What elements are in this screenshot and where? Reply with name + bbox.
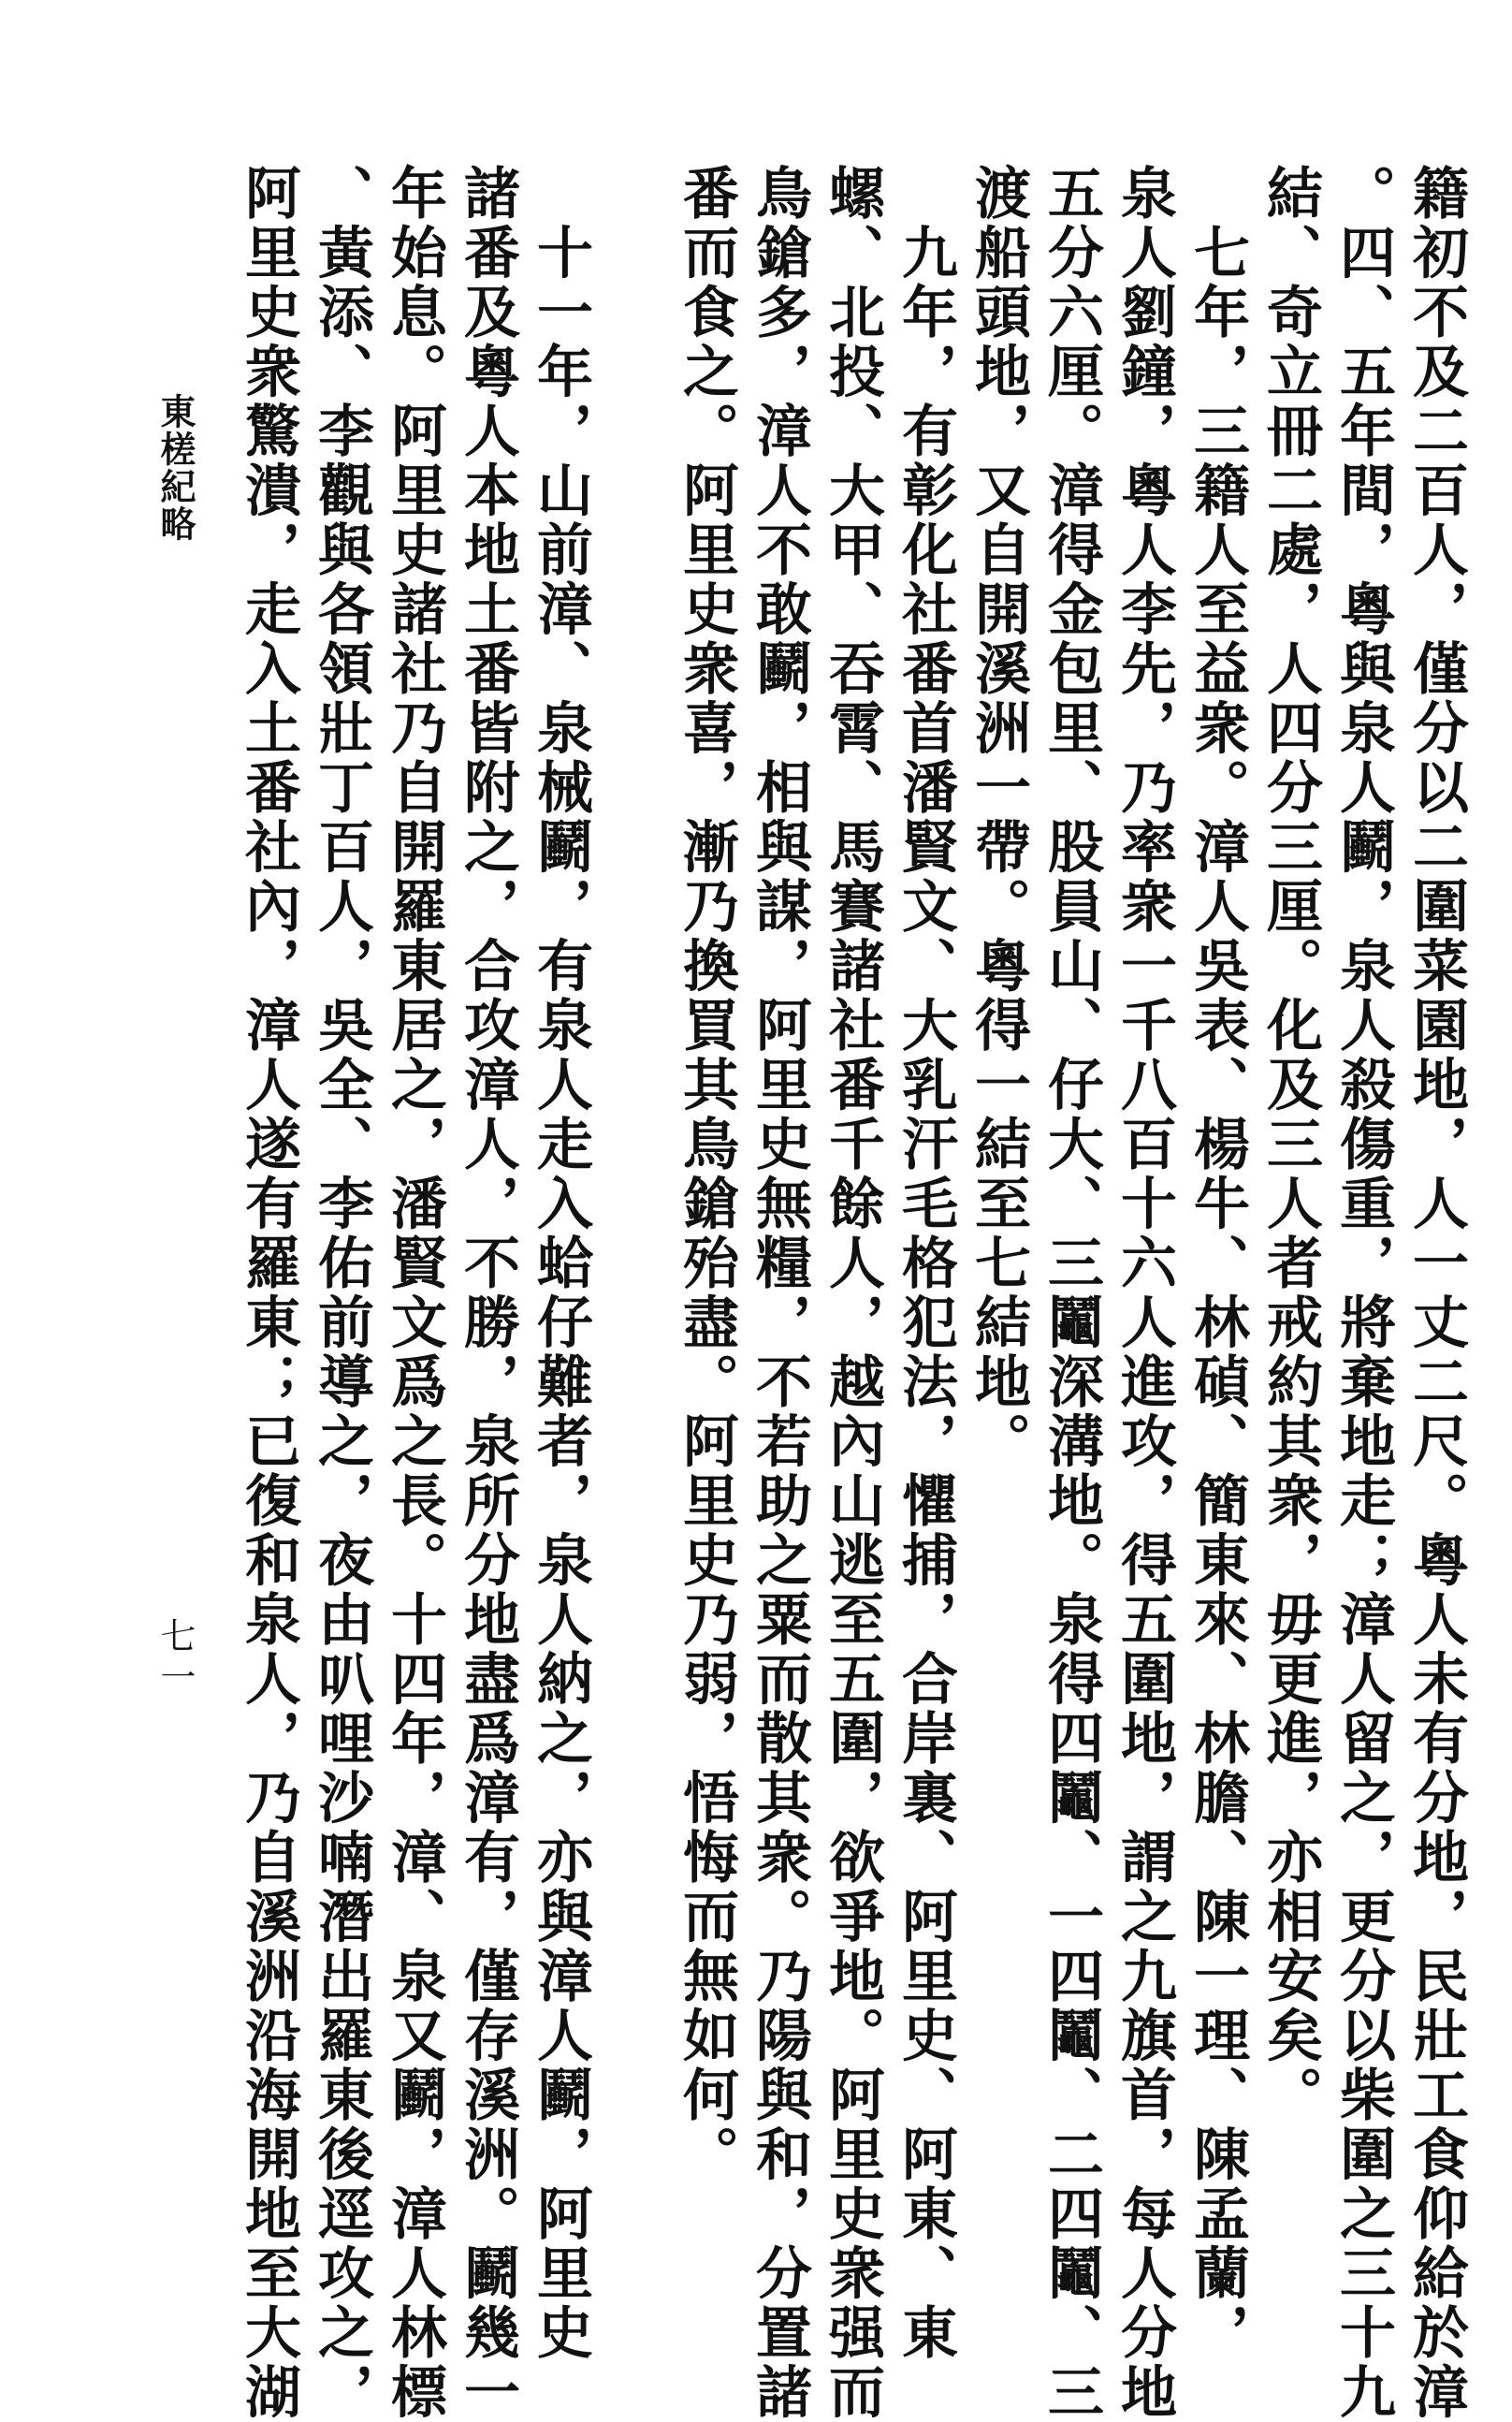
running-title: 東槎紀略 xyxy=(154,393,196,543)
page-number: 七一 xyxy=(154,1617,196,1700)
text-column-7: 渡船頭地，又自開溪洲一帶。粵得一結至七結地。 xyxy=(966,164,1031,1471)
text-column-16: 阿里史衆驚潰，走入土番社內，漳人遂有羅東；已復和泉人，乃自溪洲沿海開地至大湖 xyxy=(236,164,301,2422)
text-column-11: 番而食之。阿里史衆喜，漸乃換買其鳥鎗殆盡。阿里史乃弱，悟悔而無如何。 xyxy=(674,164,739,2184)
text-column-12: 十一年，山前漳、泉械鬬，有泉人走入蛤仔難者，泉人納之，亦與漳人鬬，阿里史 xyxy=(528,164,593,2363)
text-column-6: 五分六厘。漳得金包里、股員山、仔大、三鬮深溝地。泉得四鬮、一四鬮、二四鬮、三 xyxy=(1039,164,1104,2422)
text-column-5: 泉人劉鐘，粵人李先，乃率衆一千八百十六人進攻，得五圍地，謂之九旗首，每人分地 xyxy=(1112,164,1177,2422)
text-column-14: 年始息。阿里史諸社乃自開羅東居之，潘賢文爲之長。十四年，漳、泉又鬬，漳人林標 xyxy=(382,164,447,2422)
body-text xyxy=(236,164,1469,2422)
text-column-1: 籍初不及二百人，僅分以二圍菜園地，人一丈二尺。粵人未有分地，民壯工食仰給於漳 xyxy=(1403,164,1469,2422)
text-column-4: 七年，三籍人至益衆。漳人吳表、楊牛、林碵、簡東來、林膽、陳一理、陳孟蘭， xyxy=(1185,164,1250,2363)
text-column-3: 結、奇立冊二處，人四分三厘。化及三人者戒約其衆，毋更進，亦相安矣。 xyxy=(1258,164,1323,2125)
text-column-8: 九年，有彰化社番首潘賢文、大乳汗毛格犯法，懼捕，合岸裏、阿里史、阿東、東 xyxy=(893,164,958,2363)
text-column-10: 鳥鎗多，漳人不敢鬬，相與謀，阿里史無糧，不若助之粟而散其衆。乃陽與和，分置諸 xyxy=(747,164,812,2422)
text-column-15: 、黃添、李觀與各領壯丁百人，吳全、李佑前導之，夜由叭哩沙喃潛出羅東後逕攻之， xyxy=(309,164,374,2422)
text-column-13: 諸番及粵人本地土番皆附之，合攻漳人，不勝，泉所分地盡爲漳有，僅存溪洲。鬬幾一 xyxy=(455,164,520,2422)
text-column-9: 螺、北投、大甲、吞霄、馬賽諸社番千餘人，越內山逃至五圍，欲爭地。阿里史衆强而 xyxy=(820,164,885,2422)
text-column-2: 。四、五年間，粵與泉人鬬，泉人殺傷重，將棄地走；漳人留之，更分以柴圍之三十九 xyxy=(1330,164,1396,2422)
